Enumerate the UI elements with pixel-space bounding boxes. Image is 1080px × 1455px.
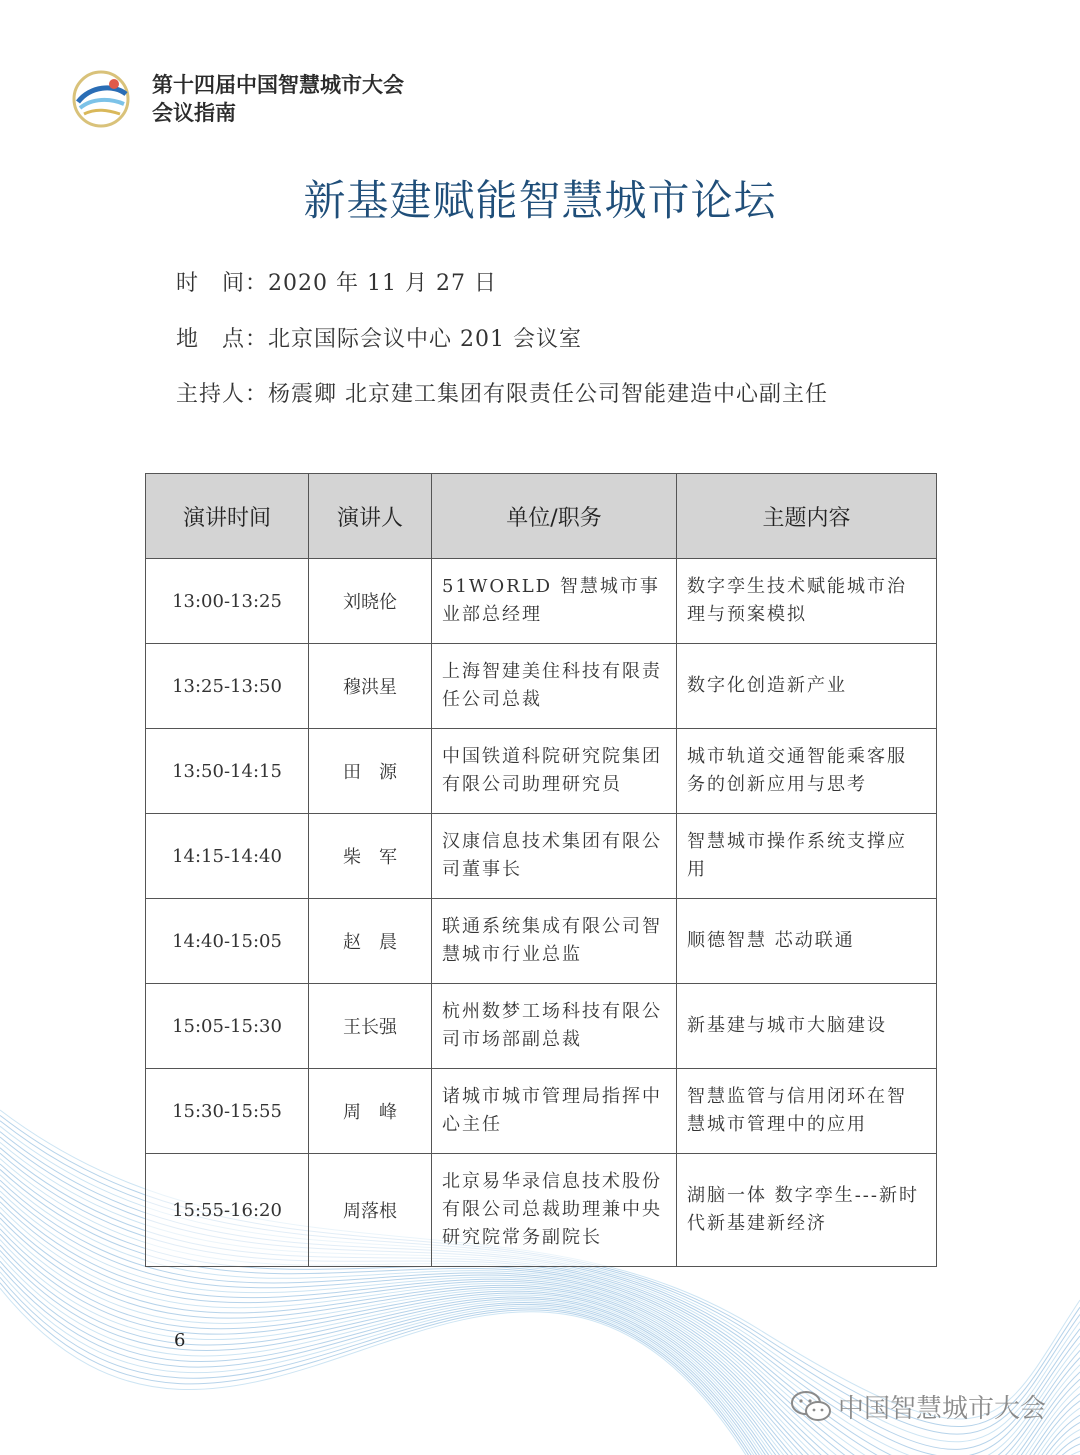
cell-time: 13:00-13:25 xyxy=(146,559,309,644)
cell-time: 14:40-15:05 xyxy=(146,899,309,984)
cell-topic: 数字化创造新产业 xyxy=(677,644,937,729)
info-time xyxy=(176,266,497,297)
document-header xyxy=(70,68,404,130)
cell-topic: 湖脑一体 数字孪生---新时代新基建新经济 xyxy=(677,1154,937,1267)
page-title: 新基建赋能智慧城市论坛 xyxy=(303,176,777,225)
cell-unit: 北京易华录信息技术股份有限公司总裁助理兼中央研究院常务副院长 xyxy=(432,1154,677,1267)
wave-line xyxy=(0,1256,1080,1455)
table-header-row xyxy=(146,474,937,559)
table-row xyxy=(146,1154,937,1267)
wechat-watermark xyxy=(790,1388,1046,1425)
info-time-label: 时 间： xyxy=(176,271,269,296)
header-conference-name: 第十四届中国智慧城市大会 xyxy=(152,73,404,97)
cell-topic: 新基建与城市大脑建设 xyxy=(677,984,937,1069)
header-topic: 主题内容 xyxy=(677,474,937,559)
cell-unit: 中国铁道科院研究院集团有限公司助理研究员 xyxy=(432,729,677,814)
cell-topic: 城市轨道交通智能乘客服务的创新应用与思考 xyxy=(677,729,937,814)
wave-line xyxy=(0,1277,1080,1455)
info-place xyxy=(176,322,582,353)
cell-time: 14:15-14:40 xyxy=(146,814,309,899)
cell-unit: 杭州数梦工场科技有限公司市场部副总裁 xyxy=(432,984,677,1069)
table-row xyxy=(146,814,937,899)
header-subtitle: 会议指南 xyxy=(152,101,236,125)
info-host xyxy=(176,377,828,408)
table-row xyxy=(146,1069,937,1154)
schedule-table xyxy=(145,473,937,1267)
info-place-value: 北京国际会议中心 201 会议室 xyxy=(268,327,582,352)
cell-unit: 51WORLD 智慧城市事业部总经理 xyxy=(432,559,677,644)
table-row xyxy=(146,559,937,644)
cell-topic: 智慧城市操作系统支撑应用 xyxy=(677,814,937,899)
conference-logo-icon xyxy=(70,68,132,130)
cell-unit: 汉康信息技术集团有限公司董事长 xyxy=(432,814,677,899)
page-number: 6 xyxy=(174,1330,186,1351)
cell-time: 15:30-15:55 xyxy=(146,1069,309,1154)
cell-speaker: 周落根 xyxy=(309,1154,432,1267)
wechat-icon xyxy=(790,1389,832,1425)
table-row xyxy=(146,984,937,1069)
cell-speaker: 田 源 xyxy=(309,729,432,814)
cell-speaker: 周 峰 xyxy=(309,1069,432,1154)
cell-topic: 顺德智慧 芯动联通 xyxy=(677,899,937,984)
cell-unit: 诸城市城市管理局指挥中心主任 xyxy=(432,1069,677,1154)
cell-time: 15:55-16:20 xyxy=(146,1154,309,1267)
cell-speaker: 赵 晨 xyxy=(309,899,432,984)
cell-time: 13:50-14:15 xyxy=(146,729,309,814)
cell-speaker: 刘晓伦 xyxy=(309,559,432,644)
wave-line xyxy=(0,1288,1080,1455)
header-time: 演讲时间 xyxy=(146,474,309,559)
cell-topic: 数字孪生技术赋能城市治理与预案模拟 xyxy=(677,559,937,644)
info-time-value: 2020 年 11 月 27 日 xyxy=(268,271,497,296)
header-speaker: 演讲人 xyxy=(309,474,432,559)
info-host-value: 杨震卿 北京建工集团有限责任公司智能建造中心副主任 xyxy=(268,382,829,407)
wave-line xyxy=(0,1267,1080,1455)
table-row xyxy=(146,644,937,729)
info-place-label: 地 点： xyxy=(176,327,269,352)
table-row xyxy=(146,899,937,984)
header-unit: 单位/职务 xyxy=(432,474,677,559)
info-host-label: 主持人： xyxy=(176,382,269,407)
cell-speaker: 柴 军 xyxy=(309,814,432,899)
cell-speaker: 王长强 xyxy=(309,984,432,1069)
cell-unit: 联通系统集成有限公司智慧城市行业总监 xyxy=(432,899,677,984)
cell-topic: 智慧监管与信用闭环在智慧城市管理中的应用 xyxy=(677,1069,937,1154)
cell-time: 13:25-13:50 xyxy=(146,644,309,729)
cell-time: 15:05-15:30 xyxy=(146,984,309,1069)
cell-unit: 上海智建美住科技有限责任公司总裁 xyxy=(432,644,677,729)
cell-speaker: 穆洪星 xyxy=(309,644,432,729)
table-row xyxy=(146,729,937,814)
watermark-text: 中国智慧城市大会 xyxy=(837,1394,1046,1424)
